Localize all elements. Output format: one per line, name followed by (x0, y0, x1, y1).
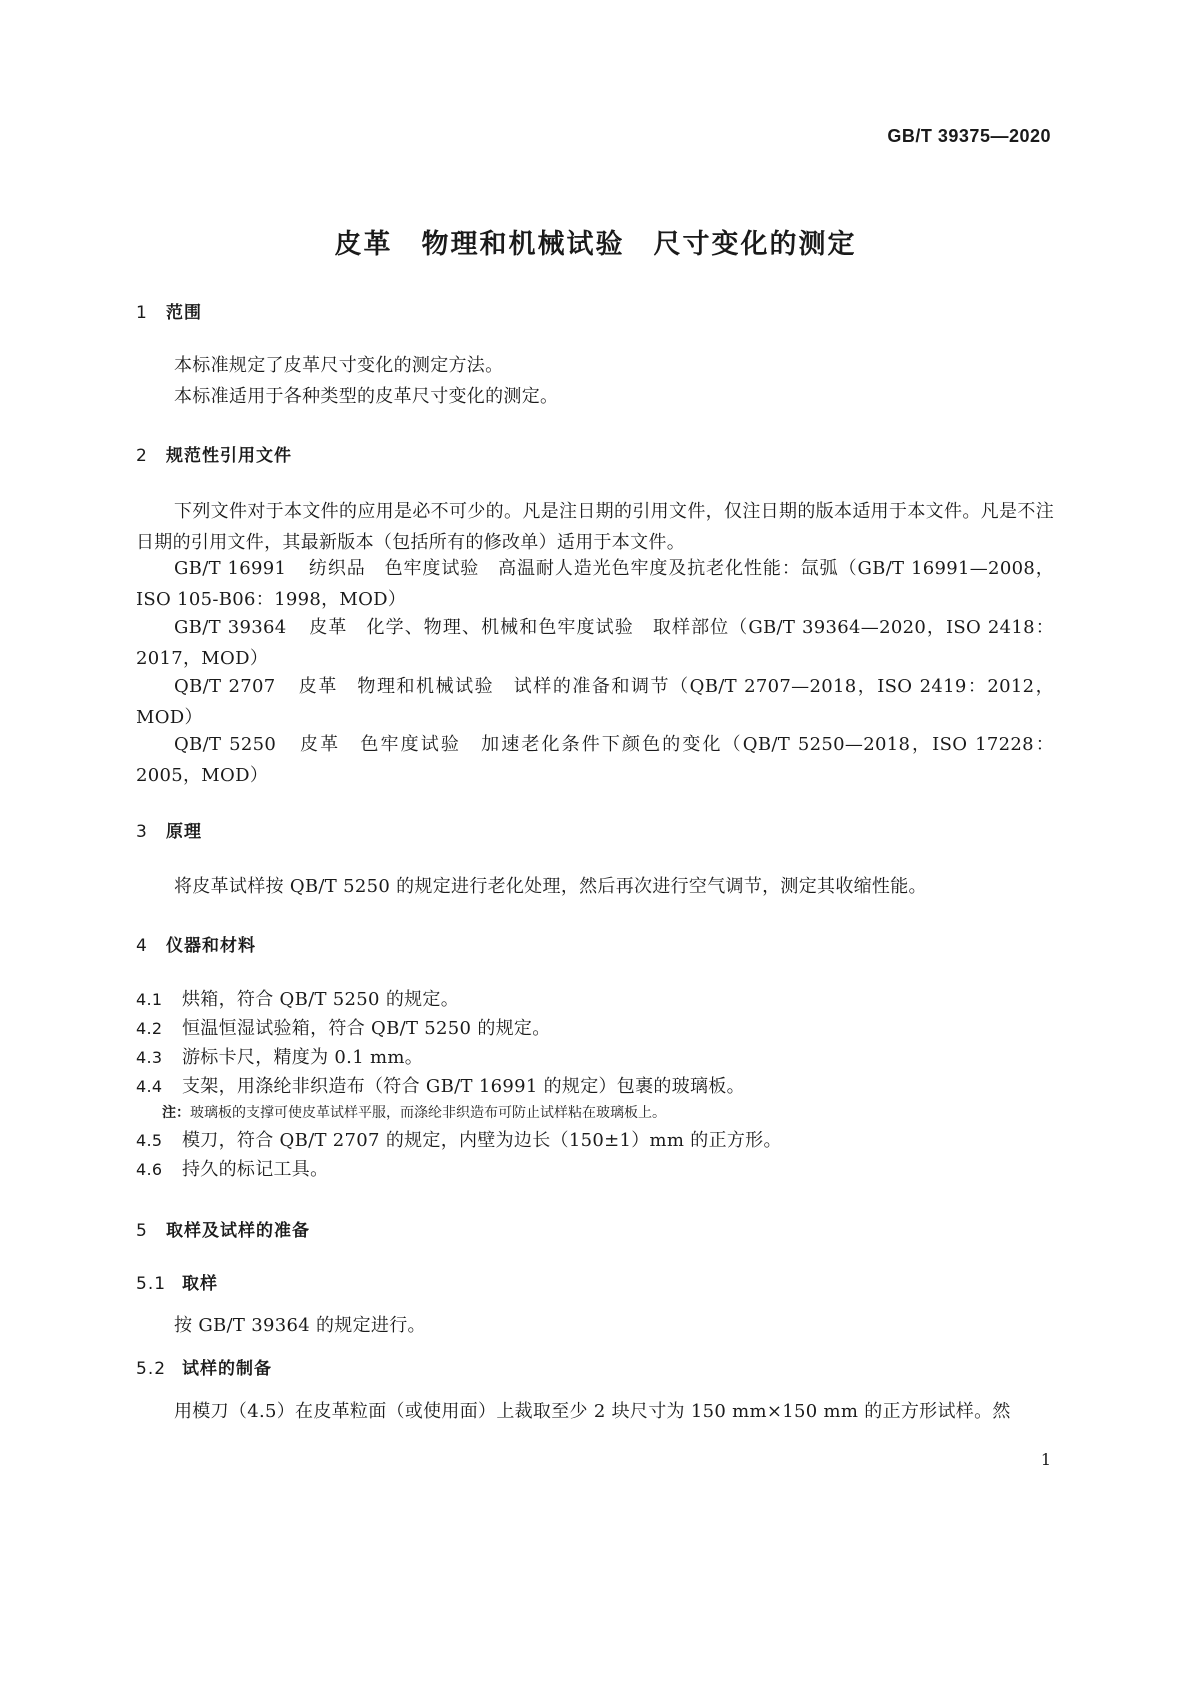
specimen-preparation-paragraph: 用模刀（4.5）在皮革粒面（或使用面）上裁取至少 2 块尺寸为 150 mm×150 mm 的正方形试样。然 (174, 1401, 1011, 1422)
section-number: 1 (136, 303, 148, 323)
section-number: 2 (136, 446, 148, 466)
section-2-heading (136, 441, 292, 466)
section-4-heading (136, 931, 256, 956)
reference-entry (136, 729, 1054, 791)
reference-entry (136, 612, 1054, 674)
note-label: 注： (162, 1105, 190, 1121)
item-number: 4.4 (136, 1077, 163, 1096)
subsection-5-2-heading (136, 1354, 272, 1379)
reference-entry (136, 671, 1054, 733)
principle-paragraph: 将皮革试样按 QB/T 5250 的规定进行老化处理，然后再次进行空气调节，测定其收缩性能。 (174, 876, 927, 897)
item-text: 恒温恒湿试验箱，符合 QB/T 5250 的规定。 (182, 1018, 551, 1039)
note (162, 1101, 1042, 1125)
section-number: 3 (136, 822, 148, 842)
section-title: 取样及试样的准备 (166, 1221, 310, 1241)
note-text: 玻璃板的支撑可使皮革试样平服，而涤纶非织造布可防止试样粘在玻璃板上。 (190, 1105, 666, 1121)
references-intro: 下列文件对于本文件的应用是必不可少的。凡是注日期的引用文件，仅注日期的版本适用于本文件。凡是不注日期的引用文件，其最新版本（包括所有的修改单）适用于本文件。 (136, 501, 1054, 553)
section-number: 5 (136, 1221, 148, 1241)
scope-paragraph-2: 本标准适用于各种类型的皮革尺寸变化的测定。 (174, 386, 559, 407)
section-1-heading (136, 298, 202, 323)
item-number: 4.6 (136, 1160, 163, 1179)
section-title: 试样的制备 (182, 1359, 272, 1379)
item-text: 游标卡尺，精度为 0.1 mm。 (182, 1047, 424, 1068)
section-title: 原理 (166, 822, 202, 842)
reference-entry (136, 553, 1054, 615)
list-item (136, 1155, 1054, 1185)
list-item (136, 1126, 1054, 1156)
section-number: 5.1 (136, 1274, 167, 1294)
section-title: 取样 (182, 1274, 218, 1294)
section-title: 仪器和材料 (166, 936, 256, 956)
list-item (136, 1072, 1054, 1102)
subsection-5-1-heading (136, 1269, 218, 1294)
section-title: 范围 (166, 303, 202, 323)
scope-paragraph-1: 本标准规定了皮革尺寸变化的测定方法。 (174, 355, 504, 376)
sampling-paragraph: 按 GB/T 39364 的规定进行。 (174, 1315, 426, 1336)
reference-text: 皮革 物理和机械试验 试样的准备和调节（QB/T 2707—2018，ISO 2419：2012，MOD） (136, 676, 1054, 728)
list-item (136, 1014, 1054, 1044)
section-5-heading (136, 1216, 310, 1241)
reference-code: QB/T 2707 (174, 676, 276, 697)
reference-text: 纺织品 色牢度试验 高温耐人造光色牢度及抗老化性能：氙弧（GB/T 16991—2008，ISO 105-B06：1998，MOD） (136, 558, 1054, 610)
reference-code: GB/T 39364 (174, 617, 287, 638)
section-3-heading (136, 817, 202, 842)
item-text: 支架，用涤纶非织造布（符合 GB/T 16991 的规定）包裹的玻璃板。 (182, 1076, 745, 1097)
section-number: 5.2 (136, 1359, 167, 1379)
item-text: 模刀，符合 QB/T 2707 的规定，内壁为边长（150±1）mm 的正方形。 (182, 1130, 782, 1151)
section-title: 规范性引用文件 (166, 446, 292, 466)
item-number: 4.2 (136, 1019, 163, 1038)
page-number: 1 (1040, 1450, 1051, 1469)
document-title: 皮革 物理和机械试验 尺寸变化的测定 (334, 229, 857, 260)
list-item (136, 1043, 1054, 1073)
item-number: 4.3 (136, 1048, 163, 1067)
section-number: 4 (136, 936, 148, 956)
reference-code: GB/T 16991 (174, 558, 287, 579)
item-text: 持久的标记工具。 (182, 1159, 329, 1180)
reference-text: 皮革 化学、物理、机械和色牢度试验 取样部位（GB/T 39364—2020，ISO 2418：2017，MOD） (136, 617, 1054, 669)
item-number: 4.1 (136, 990, 163, 1009)
reference-code: QB/T 5250 (174, 734, 277, 755)
standard-code: GB/T 39375—2020 (887, 126, 1051, 146)
item-text: 烘箱，符合 QB/T 5250 的规定。 (182, 989, 460, 1010)
list-item (136, 985, 1054, 1015)
reference-text: 皮革 色牢度试验 加速老化条件下颜色的变化（QB/T 5250—2018，ISO 17228：2005，MOD） (136, 734, 1054, 786)
item-number: 4.5 (136, 1131, 163, 1150)
